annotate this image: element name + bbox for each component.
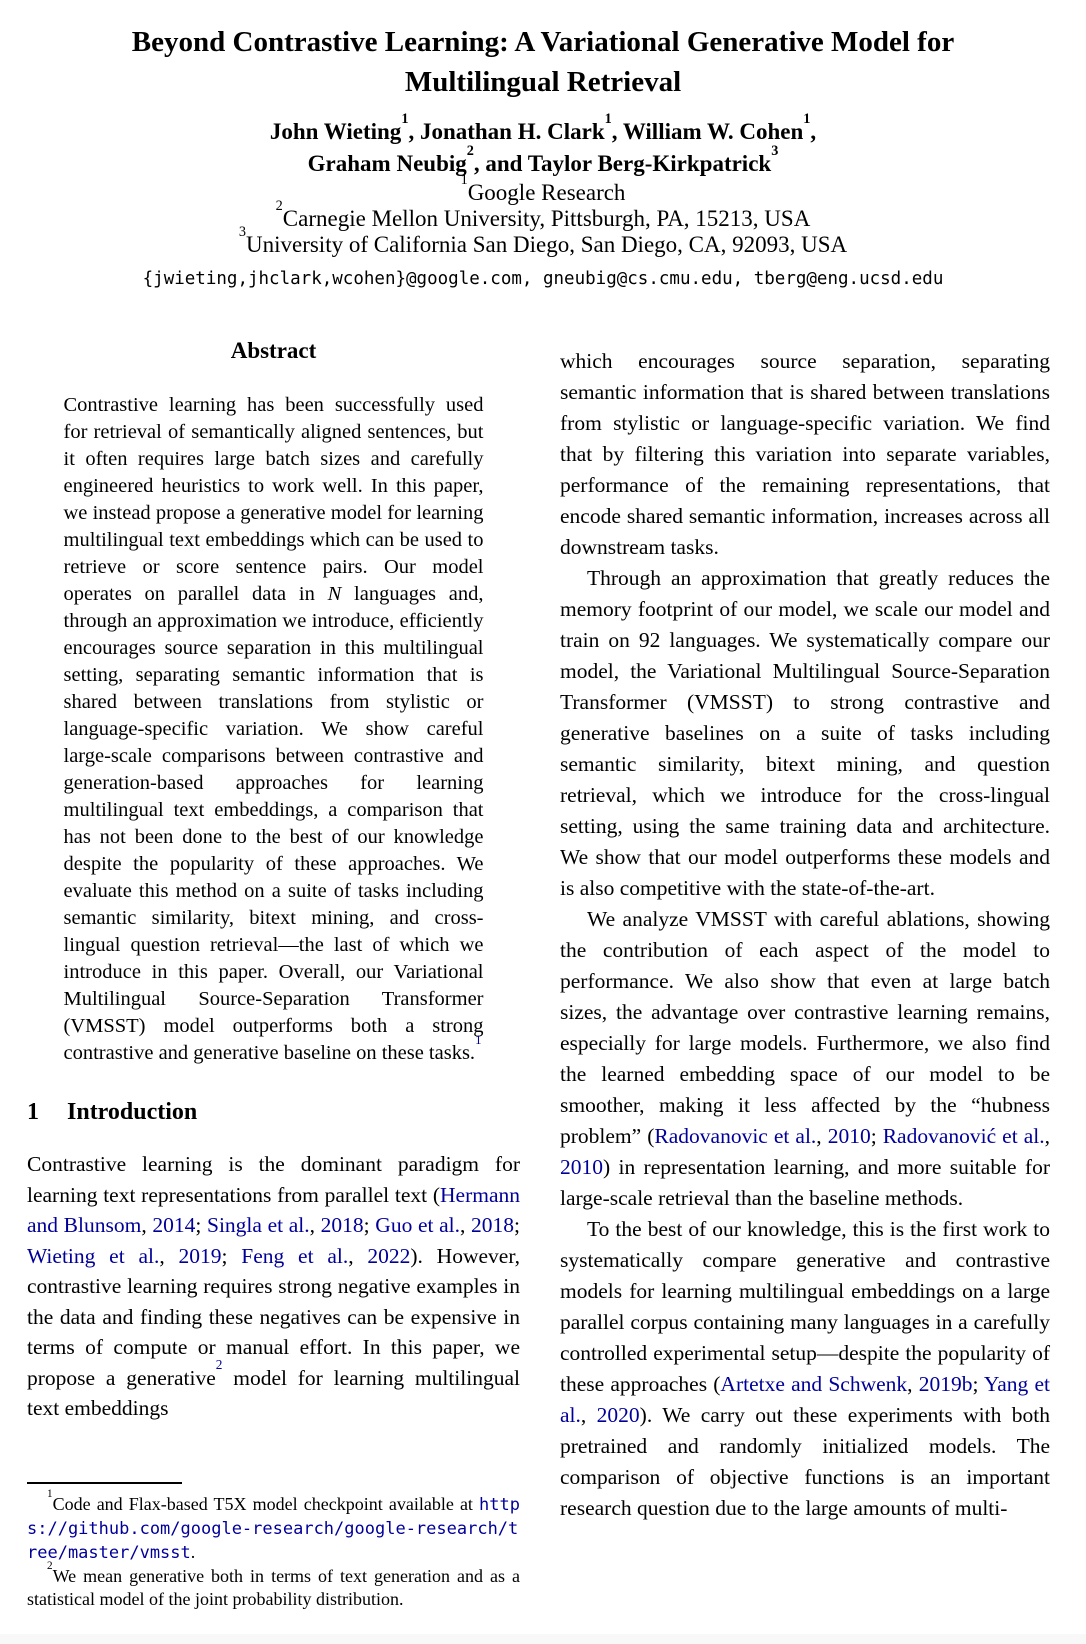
body-text: ; [195, 1213, 207, 1237]
paragraph-first-work [560, 1214, 1050, 1524]
abstract-heading: Abstract [230, 338, 317, 363]
body-text: , [580, 1403, 597, 1427]
affiliation-text: University of California San Diego, San Diego, CA, 92093, USA [245, 232, 848, 257]
body-text: Contrastive learning is the dominant paradigm for learning text representations from parallel text ( [27, 1152, 520, 1207]
author-affil-mark: 3 [771, 142, 779, 159]
email-line: {jwieting,jhclark,wcohen}@google.com, gneubig@cs.cmu.edu, tberg@eng.ucsd.edu [142, 269, 944, 289]
author-affil-mark: 2 [466, 142, 474, 159]
paragraph-scaling: Through an approximation that greatly reduces the memory footprint of our model, we scale our model and train on 92 languages. We systematically compare our model, the Variational Multilingual Source-Separation Transformer (VMSST) to strong contrastive and generative baselines on a suite of tasks including semantic similarity, bitext mining, and question retrieval, which we introduce for the cross-lingual setting, using the same training data and architecture. We show that our model outperforms these models and is also competitive with the state-of-the-art. [560, 566, 1050, 900]
footnote-2 [27, 1559, 520, 1611]
footnote-marker: 1 [47, 1487, 53, 1500]
affiliation-text: Carnegie Mellon University, Pittsburgh, PA, 15213, USA [282, 206, 811, 231]
footnote-marker: 2 [47, 1559, 53, 1572]
citation-year-link[interactable]: 2020 [596, 1403, 640, 1427]
citation-link-hermann-blunsom[interactable]: Hermann and Blunsom [27, 1182, 520, 1237]
body-text: To the best of our knowledge, this is the first work to systematically compare generative and contrastive models for learning multilingual embeddings on a large parallel corpus containing many languages in a carefully controlled experimental setup—despite the popularity of these approaches ( [560, 1217, 1050, 1396]
affiliation-mark: 2 [275, 197, 283, 214]
footnote-ref-1[interactable]: 1 [475, 1033, 482, 1048]
paper-title [0, 22, 1086, 102]
footnotes-block [27, 1482, 520, 1611]
author-name: John Wieting [269, 119, 402, 144]
author-name: Graham Neubig [307, 151, 467, 176]
left-column [27, 336, 520, 1424]
author-name: , and Taylor Berg-Kirkpatrick [473, 151, 772, 176]
footnote-text: We mean generative both in terms of text generation and as a statistical model of the joint probability distribution. [27, 1566, 520, 1609]
body-text: , [1044, 1124, 1050, 1148]
section-heading-introduction [27, 1097, 520, 1127]
right-column [560, 336, 1050, 1524]
body-text: ). However, contrastive learning requires strong negative examples in the data and finding these negatives can be expensive in terms of compute or manual effort. In this paper, we propose a generative [27, 1243, 520, 1390]
citation-year-link[interactable]: 2022 [367, 1243, 411, 1268]
title-line-1: Beyond Contrastive Learning: A Variational Generative Model for [131, 26, 955, 58]
citation-link-radovanovic[interactable]: Radovanovic et al. [654, 1124, 817, 1148]
body-text: ). We carry out these experiments with both pretrained and randomly initialized models. The comparison of objective functions is an important research question due to the large amounts of multi- [560, 1403, 1050, 1520]
body-text: , [348, 1243, 368, 1268]
body-text: model for learning multilingual text embeddings [27, 1365, 520, 1420]
author-name: , Jonathan H. Clark [408, 119, 605, 144]
citation-link-yang[interactable]: Yang et al. [560, 1372, 1050, 1427]
citation-year-link[interactable]: 2010 [560, 1155, 603, 1179]
body-text: ; [870, 1124, 883, 1148]
affiliation-google [0, 171, 1086, 206]
footnote-text: . [190, 1542, 196, 1562]
citation-year-link[interactable]: 2018 [471, 1213, 515, 1237]
author-name: , William W. Cohen [611, 119, 804, 144]
body-text: , [816, 1124, 828, 1148]
section-number: 1 [27, 1099, 39, 1125]
github-repo-link[interactable]: https://github.com/google-research/google-research/tree/master/vmsst [27, 1495, 520, 1563]
body-text: , [907, 1372, 919, 1396]
citation-year-link[interactable]: 2018 [320, 1213, 364, 1237]
citation-link-feng[interactable]: Feng et al. [241, 1243, 349, 1268]
paragraph-ablations [560, 904, 1050, 1214]
citation-link-guo[interactable]: Guo et al. [375, 1213, 461, 1237]
body-text: We analyze VMSST with careful ablations, showing the contribution of each aspect of the model to performance. We also show that even at large batch sizes, the advantage over contrastive learning remains, especially for large models. Furthermore, we also find the learned embedding space of our model to be smoother, making it less affected by the “hubness problem” ( [560, 907, 1050, 1148]
footnote-1 [27, 1487, 520, 1565]
author-affil-mark: 1 [401, 110, 409, 127]
footnote-ref-2[interactable]: 2 [215, 1357, 223, 1373]
citation-year-link[interactable]: 2019b [918, 1372, 973, 1396]
section-title: Introduction [67, 1099, 198, 1125]
author-line-2 [0, 142, 1086, 180]
body-text: , [141, 1213, 153, 1237]
body-text: , [460, 1213, 472, 1237]
title-line-2: Multilingual Retrieval [404, 66, 682, 98]
intro-paragraph [27, 1149, 520, 1424]
citation-link-radovanovic-2[interactable]: Radovanović et al. [882, 1124, 1045, 1148]
affiliation-cmu [0, 197, 1086, 232]
citation-year-link[interactable]: 2019 [178, 1243, 222, 1268]
author-line-1 [0, 110, 1086, 148]
page-bottom-edge [0, 1634, 1086, 1644]
paragraph-source-separation: which encourages source separation, separating semantic information that is shared between translations from stylistic or language-specific variation. We find that by filtering this variation into separate variables, performance of the remaining representations, that encode shared semantic information, increases across all downstream tasks. [560, 349, 1050, 559]
affiliation-text: Google Research [467, 180, 626, 205]
body-text: , [309, 1213, 321, 1237]
affiliation-mark: 3 [238, 223, 246, 240]
citation-year-link[interactable]: 2014 [152, 1213, 196, 1237]
citation-link-singla[interactable]: Singla et al. [207, 1213, 310, 1237]
math-symbol-n: N [327, 583, 342, 605]
abstract-segment: languages and, through an approximation we introduce, efficiently encourages source separation in this multilingual setting, separating semantic information that is shared between translations from stylistic or language-specific variation. We show careful large-scale comparisons between contrastive and generation-based approaches for learning multilingual text embeddings, a comparison that has not been done to the best of our knowledge despite the popularity of these approaches. We evaluate this method on a suite of tasks including semantic similarity, bitext mining, and cross-lingual question retrieval—the last of which we introduce in this paper. Overall, our Variational Multilingual Source-Separation Transformer (VMSST) model outperforms both a strong contrastive and generative baseline on these tasks. [63, 583, 484, 1064]
citation-year-link[interactable]: 2010 [827, 1124, 871, 1148]
body-text: ; [514, 1213, 521, 1237]
abstract-text [64, 392, 484, 1067]
body-text: ; [972, 1372, 984, 1396]
body-text: ) in representation learning, and more suitable for large-scale retrieval than the baseline methods. [560, 1155, 1050, 1210]
abstract-segment: Contrastive learning has been successfully used for retrieval of semantically aligned sentences, but it often requires large batch sizes and carefully engineered heuristics to work well. In this paper, we instead propose a generative model for learning multilingual text embeddings which can be used to retrieve or score sentence pairs. Our model operates on parallel data in [63, 394, 484, 605]
footnote-rule [27, 1482, 182, 1484]
body-text: ; [363, 1213, 376, 1237]
citation-link-wieting[interactable]: Wieting et al. [27, 1243, 160, 1268]
author-affil-mark: 1 [604, 110, 612, 127]
author-affil-mark: 1 [803, 110, 811, 127]
affiliation-mark: 1 [460, 171, 468, 188]
paper-header [0, 22, 1086, 290]
footnote-text: Code and Flax-based T5X model checkpoint available at [52, 1494, 480, 1514]
author-separator: , [810, 119, 817, 144]
affiliation-ucsd [0, 223, 1086, 258]
citation-link-artetxe-schwenk[interactable]: Artetxe and Schwenk [720, 1372, 908, 1396]
body-text: , [159, 1243, 179, 1268]
body-text: ; [221, 1243, 242, 1268]
